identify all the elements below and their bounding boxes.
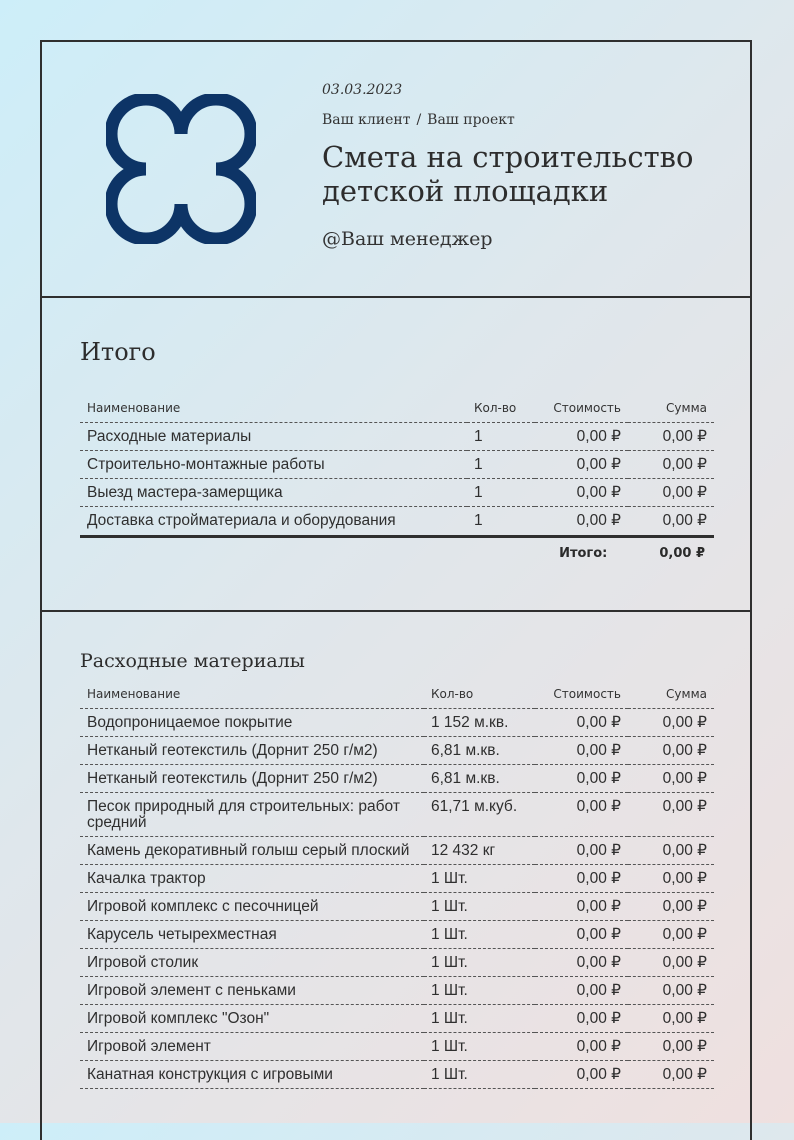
column-header-qty: Кол-во <box>424 682 535 709</box>
table-header-row <box>80 396 714 423</box>
table-row <box>80 479 714 507</box>
table-row <box>80 865 714 893</box>
item-name: Доставка стройматериала и оборудования <box>80 507 467 537</box>
item-sum: 0,00 ₽ <box>628 451 714 479</box>
item-qty: 1 <box>467 507 535 537</box>
item-price: 0,00 ₽ <box>535 893 628 921</box>
table-row <box>80 507 714 537</box>
item-name: Игровой комплекс с песочницей <box>80 893 424 921</box>
table-row <box>80 709 714 737</box>
summary-table <box>80 396 714 538</box>
item-sum: 0,00 ₽ <box>628 921 714 949</box>
breadcrumb <box>322 112 730 128</box>
item-name: Камень декоративный голыш серый плоский <box>80 837 424 865</box>
item-name: Нетканый геотекстиль (Дорнит 250 г/м2) <box>80 765 424 793</box>
title-line-1: Смета на строительство <box>322 140 694 174</box>
column-header-qty: Кол-во <box>467 396 535 423</box>
item-price: 0,00 ₽ <box>535 1005 628 1033</box>
item-name: Выезд мастера-замерщика <box>80 479 467 507</box>
manager-mention: @Ваш менеджер <box>322 228 493 250</box>
table-row <box>80 737 714 765</box>
item-name: Игровой элемент <box>80 1033 424 1061</box>
item-sum: 0,00 ₽ <box>628 977 714 1005</box>
item-qty: 6,81 м.кв. <box>424 737 535 765</box>
document-header <box>42 42 750 298</box>
materials-table <box>80 682 714 1089</box>
item-name: Строительно-монтажные работы <box>80 451 467 479</box>
item-name: Игровой столик <box>80 949 424 977</box>
item-qty: 1 Шт. <box>424 949 535 977</box>
table-row <box>80 793 714 837</box>
item-price: 0,00 ₽ <box>535 977 628 1005</box>
item-qty: 12 432 кг <box>424 837 535 865</box>
item-qty: 1 Шт. <box>424 865 535 893</box>
item-sum: 0,00 ₽ <box>628 765 714 793</box>
item-sum: 0,00 ₽ <box>628 837 714 865</box>
table-row <box>80 949 714 977</box>
item-sum: 0,00 ₽ <box>628 709 714 737</box>
breadcrumb-client: Ваш клиент <box>322 112 411 128</box>
item-qty: 1 Шт. <box>424 921 535 949</box>
estimate-document <box>40 40 752 1140</box>
item-qty: 1 Шт. <box>424 1061 535 1089</box>
clover-logo <box>106 94 256 244</box>
table-row <box>80 977 714 1005</box>
table-row <box>80 893 714 921</box>
item-name: Водопроницаемое покрытие <box>80 709 424 737</box>
item-qty: 1 <box>467 479 535 507</box>
item-price: 0,00 ₽ <box>535 709 628 737</box>
summary-section <box>42 298 750 612</box>
item-price: 0,00 ₽ <box>535 423 628 451</box>
item-name: Канатная конструкция с игровыми <box>80 1061 424 1089</box>
item-name: Игровой комплекс "Озон" <box>80 1005 424 1033</box>
item-price: 0,00 ₽ <box>535 837 628 865</box>
table-row <box>80 451 714 479</box>
item-name: Игровой элемент с пеньками <box>80 977 424 1005</box>
item-price: 0,00 ₽ <box>535 921 628 949</box>
title-line-2: детской площадки <box>322 174 609 208</box>
materials-section <box>42 612 750 1089</box>
item-sum: 0,00 ₽ <box>628 737 714 765</box>
item-qty: 6,81 м.кв. <box>424 765 535 793</box>
table-row <box>80 765 714 793</box>
page-title <box>322 140 730 208</box>
item-qty: 1 <box>467 451 535 479</box>
item-name: Нетканый геотекстиль (Дорнит 250 г/м2) <box>80 737 424 765</box>
item-qty: 1 Шт. <box>424 893 535 921</box>
item-price: 0,00 ₽ <box>535 479 628 507</box>
item-sum: 0,00 ₽ <box>628 1033 714 1061</box>
item-qty: 1 Шт. <box>424 1005 535 1033</box>
materials-title: Расходные материалы <box>80 650 305 672</box>
table-row <box>80 1005 714 1033</box>
breadcrumb-separator: / <box>416 112 422 128</box>
item-sum: 0,00 ₽ <box>628 1061 714 1089</box>
item-price: 0,00 ₽ <box>535 451 628 479</box>
total-value: 0,00 ₽ <box>659 546 705 561</box>
item-name: Карусель четырехместная <box>80 921 424 949</box>
document-date: 03.03.2023 <box>322 82 403 98</box>
item-sum: 0,00 ₽ <box>628 507 714 537</box>
table-row <box>80 837 714 865</box>
item-qty: 1 <box>467 423 535 451</box>
item-sum: 0,00 ₽ <box>628 1005 714 1033</box>
table-header-row <box>80 682 714 709</box>
item-price: 0,00 ₽ <box>535 765 628 793</box>
item-price: 0,00 ₽ <box>535 793 628 837</box>
item-price: 0,00 ₽ <box>535 1061 628 1089</box>
item-qty: 1 152 м.кв. <box>424 709 535 737</box>
item-name: Песок природный для строительных: работ средний <box>80 793 424 837</box>
item-qty: 1 Шт. <box>424 1033 535 1061</box>
item-sum: 0,00 ₽ <box>628 479 714 507</box>
table-row <box>80 921 714 949</box>
item-name: Качалка трактор <box>80 865 424 893</box>
column-header-price: Стоимость <box>535 396 628 423</box>
table-row <box>80 423 714 451</box>
item-sum: 0,00 ₽ <box>628 793 714 837</box>
table-row <box>80 1061 714 1089</box>
item-name: Расходные материалы <box>80 423 467 451</box>
item-price: 0,00 ₽ <box>535 507 628 537</box>
item-price: 0,00 ₽ <box>535 1033 628 1061</box>
column-header-name: Наименование <box>80 396 467 423</box>
item-sum: 0,00 ₽ <box>628 423 714 451</box>
header-text <box>322 82 730 250</box>
item-sum: 0,00 ₽ <box>628 893 714 921</box>
column-header-name: Наименование <box>80 682 424 709</box>
item-sum: 0,00 ₽ <box>628 949 714 977</box>
breadcrumb-project: Ваш проект <box>427 112 515 128</box>
summary-title: Итого <box>80 338 156 366</box>
item-price: 0,00 ₽ <box>535 949 628 977</box>
item-qty: 1 Шт. <box>424 977 535 1005</box>
column-header-sum: Сумма <box>628 396 714 423</box>
item-qty: 61,71 м.куб. <box>424 793 535 837</box>
item-price: 0,00 ₽ <box>535 737 628 765</box>
total-label: Итого: <box>559 546 608 561</box>
item-sum: 0,00 ₽ <box>628 865 714 893</box>
column-header-price: Стоимость <box>535 682 628 709</box>
column-header-sum: Сумма <box>628 682 714 709</box>
table-row <box>80 1033 714 1061</box>
item-price: 0,00 ₽ <box>535 865 628 893</box>
total-row <box>80 546 712 561</box>
